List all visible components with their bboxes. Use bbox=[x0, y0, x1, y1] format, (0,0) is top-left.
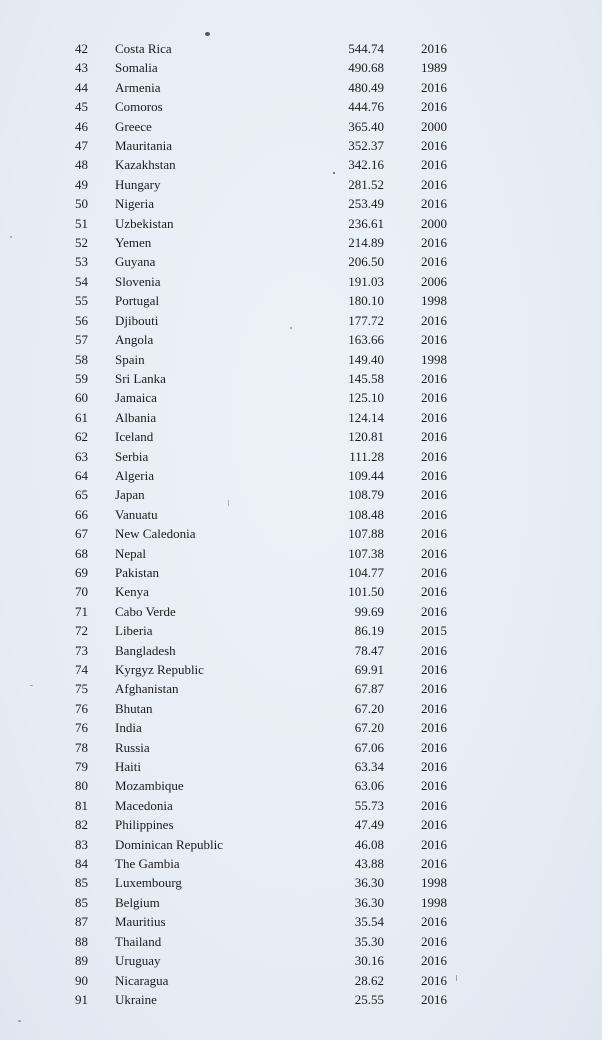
country-cell: Belgium bbox=[115, 894, 160, 910]
table-row bbox=[0, 485, 602, 504]
value-cell: 365.40 bbox=[348, 118, 384, 134]
table-row bbox=[0, 427, 602, 446]
country-cell: Armenia bbox=[115, 79, 161, 95]
rank-cell: 42 bbox=[75, 41, 88, 56]
country-cell: Thailand bbox=[115, 933, 162, 949]
table-row bbox=[0, 621, 602, 640]
rank-cell: 72 bbox=[75, 623, 88, 639]
year-cell: 2016 bbox=[421, 448, 447, 464]
value-cell: 101.50 bbox=[348, 584, 384, 600]
value-cell: 107.38 bbox=[348, 545, 384, 561]
year-cell: 2016 bbox=[421, 817, 447, 833]
year-cell: 2016 bbox=[421, 409, 447, 425]
year-cell: 2016 bbox=[421, 157, 447, 173]
country-cell: Dominican Republic bbox=[115, 836, 223, 852]
rank-cell: 43 bbox=[75, 60, 88, 76]
table-row bbox=[0, 330, 602, 349]
year-cell: 2016 bbox=[421, 953, 447, 969]
table-row bbox=[0, 155, 602, 174]
value-cell: 177.72 bbox=[348, 312, 384, 328]
scan-speck bbox=[10, 236, 12, 238]
country-cell: New Caledonia bbox=[115, 526, 196, 542]
table-row bbox=[0, 311, 602, 330]
country-cell: Jamaica bbox=[115, 390, 157, 406]
rank-cell: 71 bbox=[75, 603, 88, 619]
table-row bbox=[0, 660, 602, 679]
value-cell: 109.44 bbox=[348, 467, 384, 483]
year-cell: 2016 bbox=[421, 429, 447, 445]
country-cell: Albania bbox=[115, 409, 157, 425]
rank-cell: 49 bbox=[75, 176, 88, 192]
country-cell: Mauritania bbox=[115, 138, 173, 154]
country-cell: Philippines bbox=[115, 817, 174, 833]
rank-cell: 81 bbox=[75, 797, 88, 813]
value-cell: 490.68 bbox=[348, 60, 384, 76]
rank-cell: 46 bbox=[75, 118, 88, 134]
table-row bbox=[0, 641, 602, 660]
table-row bbox=[0, 932, 602, 951]
rank-cell: 91 bbox=[75, 991, 88, 1007]
year-cell: 2016 bbox=[421, 506, 447, 522]
country-cell: Ukraine bbox=[115, 991, 157, 1007]
rank-cell: 55 bbox=[75, 293, 88, 309]
year-cell: 2016 bbox=[421, 603, 447, 619]
table-row bbox=[0, 350, 602, 369]
rank-cell: 83 bbox=[75, 836, 88, 852]
rank-cell: 58 bbox=[75, 351, 88, 367]
value-cell: 191.03 bbox=[348, 273, 384, 289]
value-cell: 236.61 bbox=[348, 215, 384, 231]
country-cell: Russia bbox=[115, 739, 150, 755]
value-cell: 444.76 bbox=[348, 99, 384, 115]
rank-cell: 51 bbox=[75, 215, 88, 231]
country-cell: Haiti bbox=[115, 759, 141, 775]
ranking-table bbox=[0, 39, 602, 1009]
year-cell: 2016 bbox=[421, 584, 447, 600]
year-cell: 2016 bbox=[421, 138, 447, 154]
rank-cell: 67 bbox=[75, 526, 88, 542]
rank-cell: 79 bbox=[75, 759, 88, 775]
rank-cell: 75 bbox=[75, 681, 88, 697]
table-row bbox=[0, 233, 602, 252]
rank-cell: 53 bbox=[75, 254, 88, 270]
rank-cell: 64 bbox=[75, 467, 88, 483]
value-cell: 25.55 bbox=[354, 991, 384, 1007]
rank-cell: 76 bbox=[75, 720, 88, 736]
table-row bbox=[0, 757, 602, 776]
table-row bbox=[0, 291, 602, 310]
rank-cell: 69 bbox=[75, 564, 88, 580]
table-row bbox=[0, 990, 602, 1009]
rank-cell: 85 bbox=[75, 894, 88, 910]
country-cell: The Gambia bbox=[115, 856, 180, 872]
value-cell: 206.50 bbox=[348, 254, 384, 270]
year-cell: 2016 bbox=[421, 933, 447, 949]
country-cell: Liberia bbox=[115, 623, 153, 639]
rank-cell: 57 bbox=[75, 332, 88, 348]
year-cell: 2006 bbox=[421, 273, 447, 289]
rank-cell: 74 bbox=[75, 662, 88, 677]
table-row bbox=[0, 466, 602, 485]
table-row bbox=[0, 194, 602, 213]
country-cell: Vanuatu bbox=[115, 506, 158, 522]
rank-cell: 85 bbox=[75, 875, 88, 891]
value-cell: 47.49 bbox=[354, 817, 384, 833]
year-cell: 2016 bbox=[421, 545, 447, 561]
country-cell: Hungary bbox=[115, 176, 161, 192]
year-cell: 2016 bbox=[421, 235, 447, 251]
table-row bbox=[0, 97, 602, 116]
value-cell: 108.79 bbox=[348, 487, 384, 503]
value-cell: 78.47 bbox=[354, 642, 384, 658]
table-row bbox=[0, 544, 602, 563]
value-cell: 352.37 bbox=[348, 138, 384, 154]
year-cell: 2016 bbox=[421, 778, 447, 794]
year-cell: 1989 bbox=[421, 60, 447, 76]
country-cell: India bbox=[115, 720, 142, 736]
year-cell: 2016 bbox=[421, 836, 447, 852]
country-cell: Mauritius bbox=[115, 914, 166, 930]
rank-cell: 89 bbox=[75, 953, 88, 969]
table-row bbox=[0, 272, 602, 291]
table-row bbox=[0, 408, 602, 427]
year-cell: 2016 bbox=[421, 99, 447, 115]
country-cell: Iceland bbox=[115, 429, 154, 445]
year-cell: 2016 bbox=[421, 196, 447, 212]
rank-cell: 65 bbox=[75, 487, 88, 503]
country-cell: Uzbekistan bbox=[115, 215, 174, 231]
scan-speck bbox=[456, 975, 457, 981]
rank-cell: 48 bbox=[75, 157, 88, 173]
value-cell: 67.06 bbox=[354, 739, 384, 755]
value-cell: 69.91 bbox=[354, 662, 384, 677]
country-cell: Portugal bbox=[115, 293, 160, 309]
value-cell: 108.48 bbox=[348, 506, 384, 522]
country-cell: Sri Lanka bbox=[115, 370, 166, 386]
country-cell: Nigeria bbox=[115, 196, 154, 212]
rank-cell: 54 bbox=[75, 273, 88, 289]
scan-speck bbox=[333, 172, 335, 174]
rank-cell: 47 bbox=[75, 138, 88, 154]
value-cell: 63.06 bbox=[354, 778, 384, 794]
table-row bbox=[0, 951, 602, 970]
value-cell: 214.89 bbox=[348, 235, 384, 251]
value-cell: 63.34 bbox=[354, 759, 384, 775]
rank-cell: 52 bbox=[75, 235, 88, 251]
country-cell: Spain bbox=[115, 351, 145, 367]
table-row bbox=[0, 602, 602, 621]
value-cell: 281.52 bbox=[348, 176, 384, 192]
table-row bbox=[0, 136, 602, 155]
country-cell: Uruguay bbox=[115, 953, 161, 969]
year-cell: 2016 bbox=[421, 720, 447, 736]
year-cell: 2016 bbox=[421, 972, 447, 988]
country-cell: Djibouti bbox=[115, 312, 159, 328]
rank-cell: 60 bbox=[75, 390, 88, 406]
year-cell: 2016 bbox=[421, 79, 447, 95]
country-cell: Mozambique bbox=[115, 778, 184, 794]
rank-cell: 88 bbox=[75, 933, 88, 949]
country-cell: Algeria bbox=[115, 467, 154, 483]
year-cell: 1998 bbox=[421, 293, 447, 309]
table-row bbox=[0, 815, 602, 834]
value-cell: 36.30 bbox=[354, 875, 384, 891]
table-row bbox=[0, 971, 602, 990]
value-cell: 111.28 bbox=[349, 448, 384, 464]
year-cell: 2016 bbox=[421, 914, 447, 930]
value-cell: 67.20 bbox=[354, 700, 384, 716]
country-cell: Afghanistan bbox=[115, 681, 179, 697]
scan-speck bbox=[30, 685, 33, 686]
table-row bbox=[0, 835, 602, 854]
year-cell: 2016 bbox=[421, 759, 447, 775]
country-cell: Slovenia bbox=[115, 273, 161, 289]
rank-cell: 82 bbox=[75, 817, 88, 833]
year-cell: 1998 bbox=[421, 894, 447, 910]
country-cell: Bhutan bbox=[115, 700, 153, 716]
country-cell: Luxembourg bbox=[115, 875, 182, 891]
table-row bbox=[0, 447, 602, 466]
country-cell: Kyrgyz Republic bbox=[115, 662, 204, 677]
value-cell: 180.10 bbox=[348, 293, 384, 309]
rank-cell: 44 bbox=[75, 79, 88, 95]
table-row bbox=[0, 873, 602, 892]
country-cell: Serbia bbox=[115, 448, 149, 464]
year-cell: 2016 bbox=[421, 312, 447, 328]
year-cell: 2016 bbox=[421, 467, 447, 483]
rank-cell: 80 bbox=[75, 778, 88, 794]
rank-cell: 70 bbox=[75, 584, 88, 600]
scan-speck bbox=[205, 32, 210, 36]
rank-cell: 66 bbox=[75, 506, 88, 522]
year-cell: 2016 bbox=[421, 797, 447, 813]
rank-cell: 63 bbox=[75, 448, 88, 464]
year-cell: 2016 bbox=[421, 526, 447, 542]
table-row bbox=[0, 505, 602, 524]
year-cell: 2016 bbox=[421, 254, 447, 270]
country-cell: Yemen bbox=[115, 235, 152, 251]
table-row bbox=[0, 175, 602, 194]
country-cell: Kazakhstan bbox=[115, 157, 176, 173]
value-cell: 120.81 bbox=[348, 429, 384, 445]
table-row bbox=[0, 582, 602, 601]
value-cell: 124.14 bbox=[348, 409, 384, 425]
value-cell: 86.19 bbox=[354, 623, 384, 639]
year-cell: 2016 bbox=[421, 332, 447, 348]
year-cell: 2000 bbox=[421, 118, 447, 134]
table-row bbox=[0, 78, 602, 97]
table-row bbox=[0, 718, 602, 737]
year-cell: 2016 bbox=[421, 991, 447, 1007]
value-cell: 253.49 bbox=[348, 196, 384, 212]
value-cell: 55.73 bbox=[354, 797, 384, 813]
country-cell: Somalia bbox=[115, 60, 158, 76]
year-cell: 2016 bbox=[421, 487, 447, 503]
rank-cell: 62 bbox=[75, 429, 88, 445]
year-cell: 2016 bbox=[421, 564, 447, 580]
table-row bbox=[0, 776, 602, 795]
table-row bbox=[0, 679, 602, 698]
year-cell: 2016 bbox=[421, 390, 447, 406]
year-cell: 2016 bbox=[421, 700, 447, 716]
value-cell: 104.77 bbox=[348, 564, 384, 580]
year-cell: 2016 bbox=[421, 856, 447, 872]
scan-speck bbox=[18, 1020, 21, 1022]
rank-cell: 84 bbox=[75, 856, 88, 872]
year-cell: 2016 bbox=[421, 681, 447, 697]
year-cell: 2016 bbox=[421, 642, 447, 658]
scan-speck bbox=[228, 500, 229, 506]
year-cell: 2000 bbox=[421, 215, 447, 231]
table-row bbox=[0, 39, 602, 58]
table-row bbox=[0, 214, 602, 233]
rank-cell: 76 bbox=[75, 700, 88, 716]
table-row bbox=[0, 699, 602, 718]
table-row bbox=[0, 563, 602, 582]
year-cell: 1998 bbox=[421, 875, 447, 891]
year-cell: 2016 bbox=[421, 370, 447, 386]
table-row bbox=[0, 893, 602, 912]
rank-cell: 61 bbox=[75, 409, 88, 425]
rank-cell: 45 bbox=[75, 99, 88, 115]
value-cell: 67.20 bbox=[354, 720, 384, 736]
country-cell: Nicaragua bbox=[115, 972, 169, 988]
country-cell: Bangladesh bbox=[115, 642, 176, 658]
country-cell: Angola bbox=[115, 332, 154, 348]
country-cell: Macedonia bbox=[115, 797, 173, 813]
year-cell: 2016 bbox=[421, 176, 447, 192]
country-cell: Costa Rica bbox=[115, 41, 172, 56]
table-row bbox=[0, 524, 602, 543]
scan-speck bbox=[290, 327, 292, 329]
country-cell: Comoros bbox=[115, 99, 163, 115]
value-cell: 43.88 bbox=[354, 856, 384, 872]
value-cell: 125.10 bbox=[348, 390, 384, 406]
year-cell: 2015 bbox=[421, 623, 447, 639]
rank-cell: 87 bbox=[75, 914, 88, 930]
table-row bbox=[0, 369, 602, 388]
value-cell: 46.08 bbox=[354, 836, 384, 852]
value-cell: 99.69 bbox=[354, 603, 384, 619]
table-row bbox=[0, 252, 602, 271]
rank-cell: 59 bbox=[75, 370, 88, 386]
value-cell: 35.54 bbox=[354, 914, 384, 930]
country-cell: Japan bbox=[115, 487, 145, 503]
table-row bbox=[0, 738, 602, 757]
country-cell: Greece bbox=[115, 118, 152, 134]
table-row bbox=[0, 854, 602, 873]
value-cell: 544.74 bbox=[348, 41, 384, 56]
value-cell: 30.16 bbox=[354, 953, 384, 969]
country-cell: Pakistan bbox=[115, 564, 160, 580]
value-cell: 342.16 bbox=[348, 157, 384, 173]
rank-cell: 68 bbox=[75, 545, 88, 561]
value-cell: 480.49 bbox=[348, 79, 384, 95]
value-cell: 28.62 bbox=[354, 972, 384, 988]
country-cell: Cabo Verde bbox=[115, 603, 176, 619]
value-cell: 149.40 bbox=[348, 351, 384, 367]
year-cell: 2016 bbox=[421, 41, 447, 56]
value-cell: 163.66 bbox=[348, 332, 384, 348]
rank-cell: 50 bbox=[75, 196, 88, 212]
year-cell: 2016 bbox=[421, 662, 447, 677]
table-row bbox=[0, 388, 602, 407]
rank-cell: 90 bbox=[75, 972, 88, 988]
value-cell: 107.88 bbox=[348, 526, 384, 542]
table-row bbox=[0, 796, 602, 815]
rank-cell: 78 bbox=[75, 739, 88, 755]
table-row bbox=[0, 117, 602, 136]
table-row bbox=[0, 912, 602, 931]
year-cell: 2016 bbox=[421, 739, 447, 755]
value-cell: 36.30 bbox=[354, 894, 384, 910]
country-cell: Kenya bbox=[115, 584, 149, 600]
value-cell: 35.30 bbox=[354, 933, 384, 949]
value-cell: 67.87 bbox=[354, 681, 384, 697]
country-cell: Guyana bbox=[115, 254, 156, 270]
country-cell: Nepal bbox=[115, 545, 147, 561]
table-row bbox=[0, 58, 602, 77]
value-cell: 145.58 bbox=[348, 370, 384, 386]
rank-cell: 73 bbox=[75, 642, 88, 658]
year-cell: 1998 bbox=[421, 351, 447, 367]
rank-cell: 56 bbox=[75, 312, 88, 328]
